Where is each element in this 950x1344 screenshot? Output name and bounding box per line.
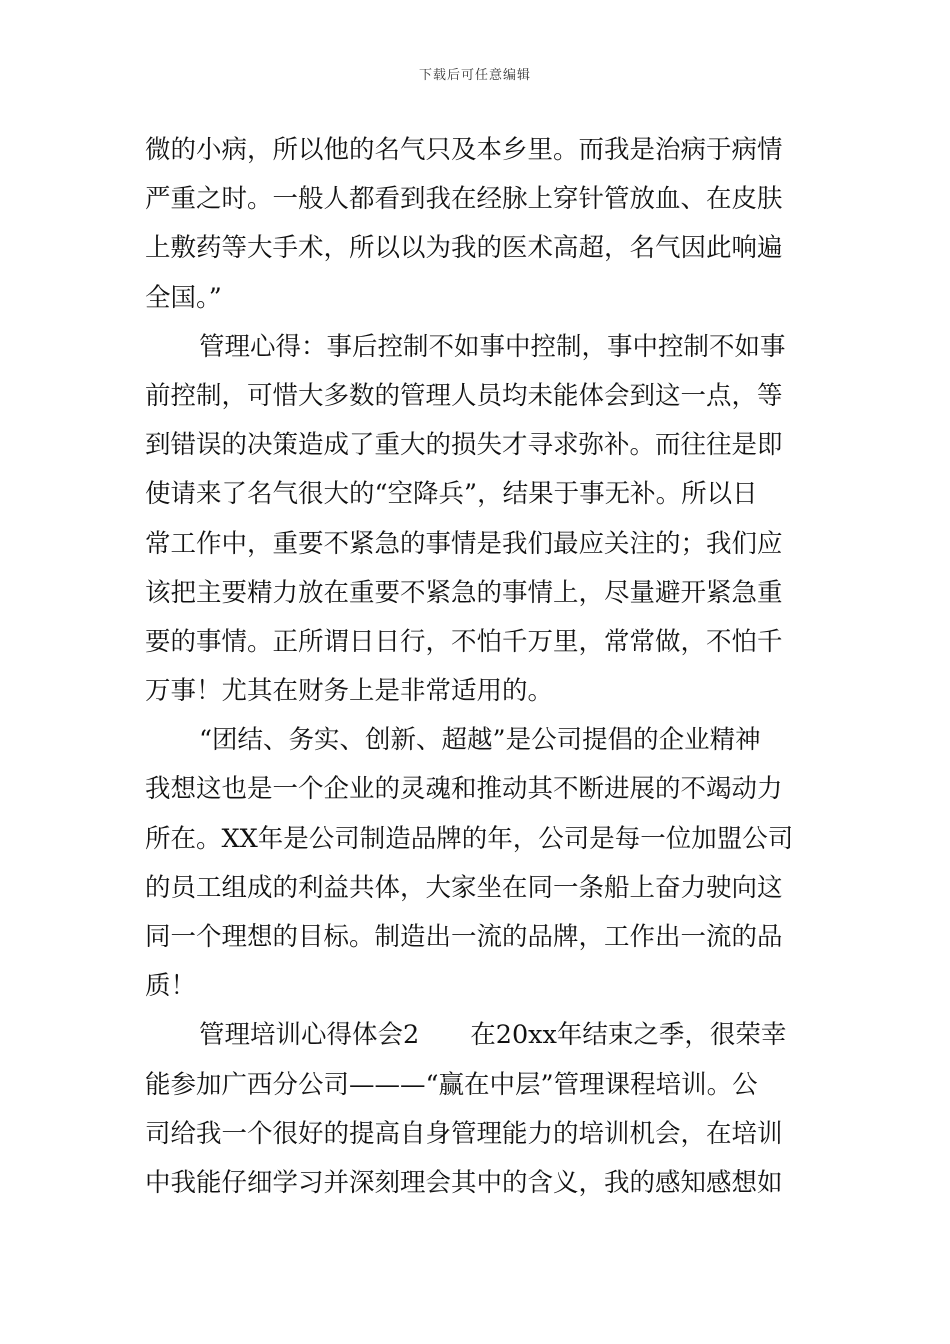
- text-line: 到错误的决策造成了重大的损失才寻求弥补。而往往是即: [145, 430, 783, 461]
- text-line: 同一个理想的目标。制造出一流的品牌，工作出一流的品: [145, 922, 783, 952]
- text-line: 要的事情。正所谓日日行，不怕千万里，常常做，不怕千: [145, 626, 783, 657]
- text-line: 所在。XX年是公司制造品牌的年，公司是每一位加盟公司: [145, 823, 794, 854]
- text-line: 我想这也是一个企业的灵魂和推动其不断进展的不竭动力: [145, 774, 783, 805]
- text-line: 万事！尤其在财务上是非常适用的。: [145, 676, 554, 707]
- paragraph-start-line: 管理心得：事后控制不如事中控制，事中控制不如事: [199, 331, 786, 362]
- text-line: 该把主要精力放在重要不紧急的事情上，尽量避开紧急重: [145, 577, 783, 608]
- text-line: 中我能仔细学习并深刻理会其中的含义，我的感知感想如: [145, 1167, 783, 1198]
- text-line: 质！: [145, 971, 197, 1002]
- text-line: 常工作中，重要不紧急的事情是我们最应关注的；我们应: [145, 528, 783, 559]
- paragraph-start-line: “团结、务实、创新、超越”是公司提倡的企业精神: [199, 725, 761, 756]
- text-line: 司给我一个很好的提高自身管理能力的培训机会，在培训: [145, 1118, 783, 1149]
- text-line: 微的小病，所以他的名气只及本乡里。而我是治病于病情: [145, 135, 783, 165]
- document-body: [145, 126, 810, 1208]
- text-line: 严重之时。一般人都看到我在经脉上穿针管放血、在皮肤: [145, 184, 783, 215]
- text-line: 前控制，可惜大多数的管理人员均未能体会到这一点，等: [145, 380, 783, 411]
- text-line: 上敷药等大手术，所以以为我的医术高超，名气因此响遍: [145, 233, 783, 264]
- text-line: 全国。”: [145, 282, 222, 313]
- page-header: 下载后可任意编辑: [418, 68, 531, 83]
- text-line: 使请来了名气很大的“空降兵”，结果于事无补。所以日: [145, 479, 758, 510]
- text-line: 能参加广西分公司———“赢在中层”管理课程培训。公: [145, 1069, 758, 1100]
- paragraph-start-line: 管理培训心得体会2 在20xx年结束之季，很荣幸: [199, 1020, 787, 1051]
- text-line: 的员工组成的利益共体，大家坐在同一条船上奋力驶向这: [145, 872, 783, 903]
